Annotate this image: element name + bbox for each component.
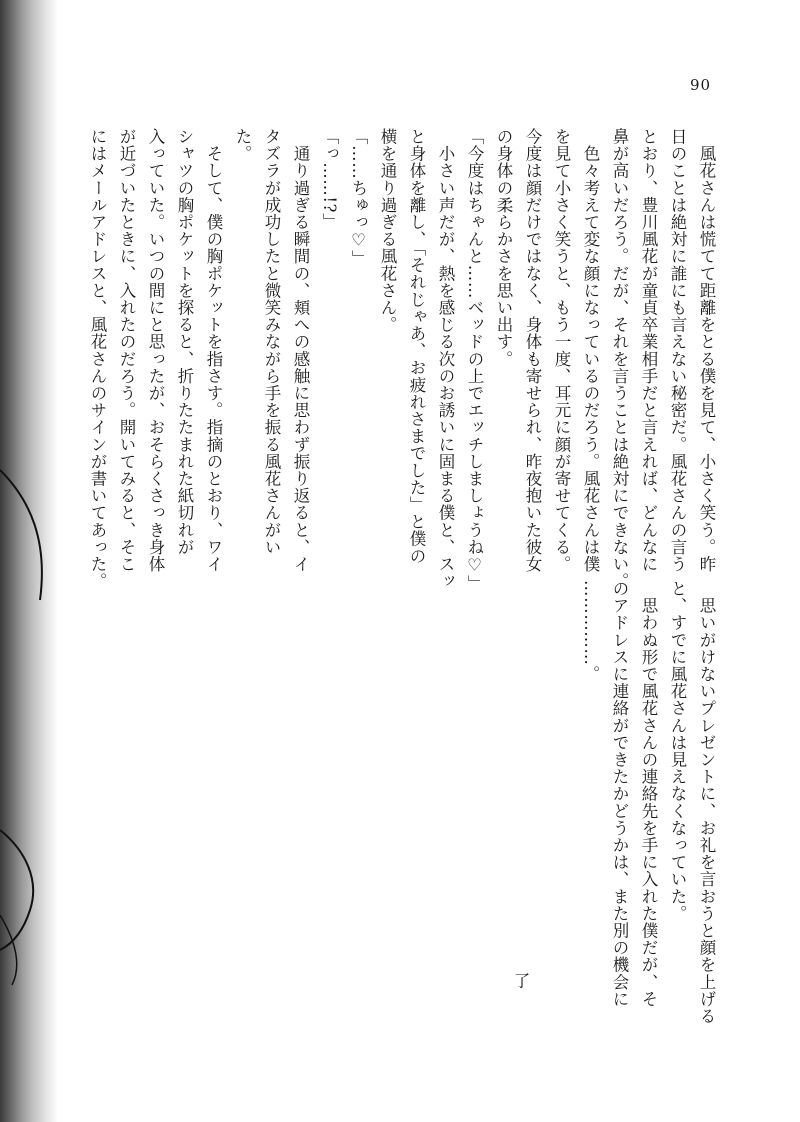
text-line: のアドレスに連絡ができたかどうかは、また別の機会に [610, 580, 629, 1008]
text-line: そして、僕の胸ポケットを指さす。指摘のとおり、ワイ [204, 128, 223, 573]
text-line: 「今度はちゃんと……ベッドの上でエッチしましょうね♡」 [465, 128, 484, 593]
text-line: タズラが成功したと微笑みながら手を振る風花さんがい [262, 128, 281, 556]
text-line: 横を通り過ぎる風花さん。 [378, 128, 397, 334]
text-line: と身体を離し、「それじゃあ、お疲れさまでした」と僕の [407, 128, 426, 565]
text-line: とおり、豊川風花が童貞卒業相手だと言えれば、どんなに [639, 128, 658, 573]
text-line: ……………。 [581, 580, 600, 683]
text-line: が近づいたときに、入れたのだろう。開いてみると、そこ [117, 128, 136, 573]
text-line: 日のことは絶対に誰にも言えない秘密だ。風花さんの言う [668, 128, 687, 573]
text-line: 思いがけないプレゼントに、お礼を言おうと顔を上げる [697, 580, 716, 1025]
text-line: と、すでに風花さんは見えなくなっていた。 [668, 580, 687, 922]
text-line: 思わぬ形で風花さんの連絡先を手に入れた僕だが、そ [639, 580, 658, 1008]
text-line: 風花さんは慌てて距離をとる僕を見て、小さく笑う。昨 [697, 128, 716, 573]
text-line: を見て小さく笑うと、もう一度、耳元に顔が寄せてくる。 [552, 128, 571, 573]
text-line: 通り過ぎる瞬間の、頬への感触に思わず振り返ると、イ [291, 128, 310, 573]
text-line: シャツの胸ポケットを探ると、折りたたまれた紙切れが [175, 128, 194, 556]
text-line: 入っていた。いつの間にと思ったが、おそらくさっき身体 [146, 128, 165, 573]
text-line: 「っ……!?」 [320, 128, 339, 231]
text-line: 鼻が高いだろう。だが、それを言うことは絶対にできない。 [610, 128, 629, 590]
text-line: 色々考えて変な顔になっているのだろう。風花さんは僕 [581, 128, 600, 573]
text-line: た。 [233, 128, 252, 163]
end-mark: 了 [511, 972, 530, 989]
text-line: の身体の柔らかさを思い出す。 [494, 128, 513, 368]
body-text-lower [576, 580, 721, 1025]
body-text-upper [83, 128, 721, 593]
text-line: 小さい声だが、熱を感じる次のお誘いに固まる僕と、スッ [436, 128, 455, 590]
text-line: 「……ちゅっ♡」 [349, 128, 368, 268]
text-line: 今度は顔だけではなく、身体も寄せられ、昨夜抱いた彼女 [523, 128, 542, 573]
adjacent-page-illustration [0, 0, 60, 1122]
text-line: にはメールアドレスと、風花さんのサインが書いてあった。 [88, 128, 107, 590]
page-number: 90 [690, 76, 712, 94]
